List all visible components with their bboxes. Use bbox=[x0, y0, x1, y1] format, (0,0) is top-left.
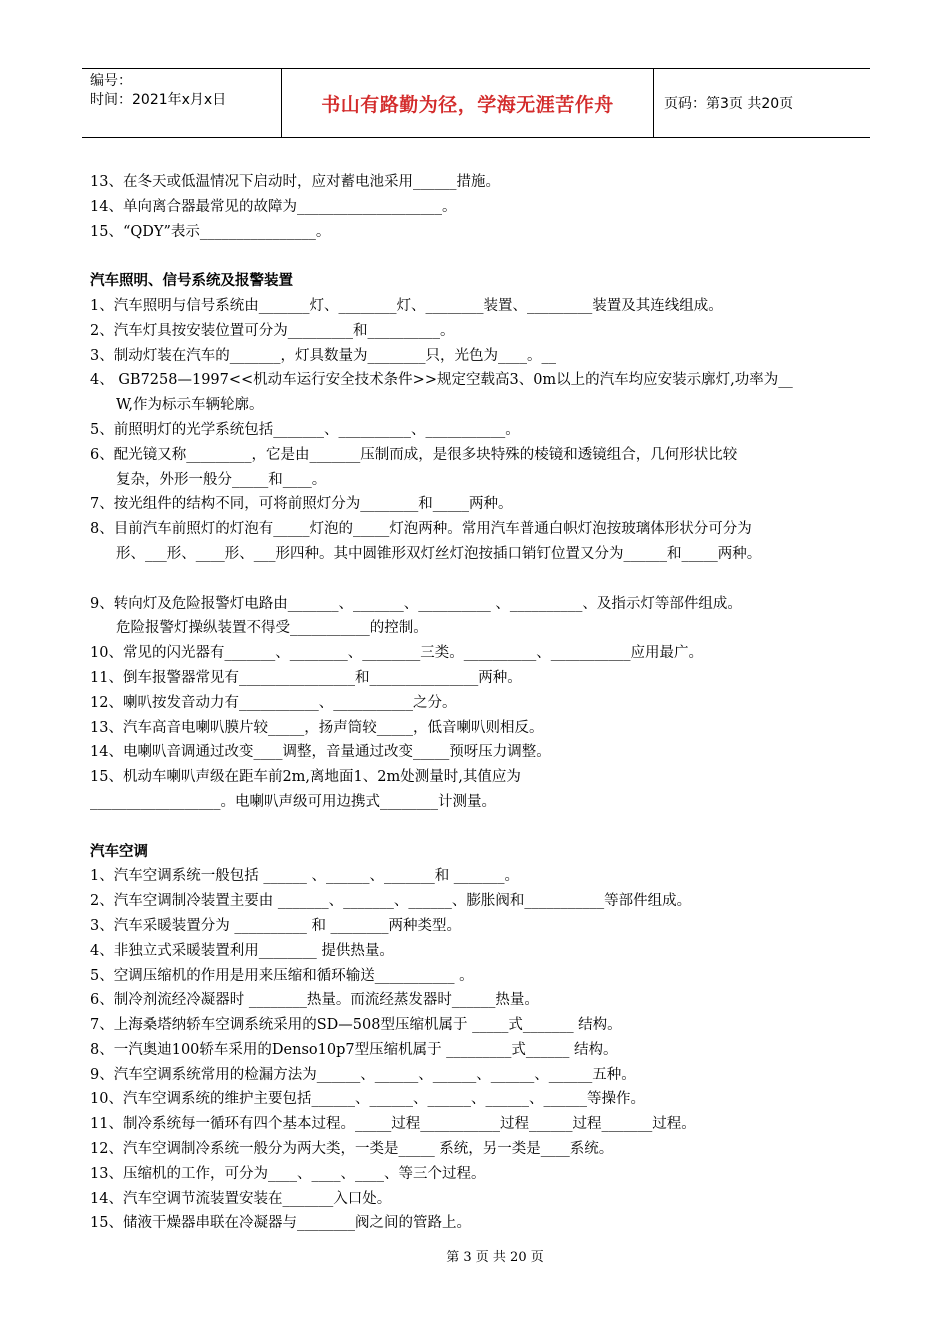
header-meta bbox=[82, 69, 282, 137]
question-line: W,作为标示车辆轮廓。 bbox=[116, 397, 264, 414]
header-page-info: 页码：第3页 共20页 bbox=[664, 96, 794, 112]
question-line: 7、上海桑塔纳轿车空调系统采用的SD—508型压缩机属于 _____式_______ 结构。 bbox=[90, 1017, 622, 1034]
question-line: 9、转向灯及危险报警灯电路由_______、_______、__________ 、__________、及指示灯等部件组成。 bbox=[90, 595, 742, 612]
question-line: 10、汽车空调系统的维护主要包括______、______、______、______、______等操作。 bbox=[90, 1091, 645, 1108]
question-line: 12、喇叭按发音动力有___________、___________之分。 bbox=[90, 694, 457, 711]
question-line: 形、___形、____形、___形四种。其中圆锥形双灯丝灯泡按插口销钉位置又分为______和_____两种。 bbox=[116, 545, 762, 562]
date-label: 时间：2021年x月x日 bbox=[90, 92, 227, 108]
question-line: 2、汽车空调制冷装置主要由 _______、_______、______、膨胀阀和___________等部件组成。 bbox=[90, 893, 692, 910]
question-line: 14、单向离合器最常见的故障为____________________。 bbox=[90, 198, 457, 215]
section-title-lighting: 汽车照明、信号系统及报警装置 bbox=[90, 273, 293, 290]
question-line: 10、常见的闪光器有_______、________、________三类。__________、___________应用最广。 bbox=[90, 645, 703, 662]
question-line: 14、汽车空调节流装置安装在_______入口处。 bbox=[90, 1190, 392, 1207]
header-motto: 书山有路勤为径，学海无涯苦作舟 bbox=[282, 69, 654, 137]
question-line: 15、储液干燥器串联在冷凝器与________阀之间的管路上。 bbox=[90, 1215, 471, 1232]
section-title-ac: 汽车空调 bbox=[90, 843, 148, 860]
question-line: __________________。电喇叭声级可用边携式________计测量。 bbox=[90, 793, 496, 810]
question-line: 15、机动车喇叭声级在距车前2m,离地面1、2m处测量时,其值应为 bbox=[90, 769, 521, 786]
question-line: 11、制冷系统每一循环有四个基本过程。_____过程___________过程______过程_______过程。 bbox=[90, 1116, 696, 1133]
question-line: 13、汽车高音电喇叭膜片较_____，扬声筒较_____，低音喇叭则相反。 bbox=[90, 719, 544, 736]
question-line: 5、前照明灯的光学系统包括_______、__________、___________。 bbox=[90, 421, 520, 438]
question-line: 4、 GB7258—1997<<机动车运行安全技术条件>>规定空载高3、0m以上的汽车均应安装示廓灯,功率为__ bbox=[90, 372, 793, 389]
question-line: 8、一汽奥迪100轿车采用的Denso10p7型压缩机属于 _________式______ 结构。 bbox=[90, 1041, 618, 1058]
page-footer: 第 3 页 共 20 页 bbox=[446, 1250, 544, 1265]
question-line: 13、压缩机的工作，可分为____、____、____、等三个过程。 bbox=[90, 1165, 486, 1182]
question-line: 9、汽车空调系统常用的检漏方法为______、______、______、______、______五种。 bbox=[90, 1066, 636, 1083]
question-line: 3、汽车采暖装置分为 __________ 和 ________两种类型。 bbox=[90, 917, 462, 934]
page-header bbox=[82, 68, 870, 138]
question-line: 2、汽车灯具按安装位置可分为_________和__________。 bbox=[90, 322, 455, 339]
question-line: 14、电喇叭音调通过改变____调整，音量通过改变_____预呀压力调整。 bbox=[90, 744, 551, 761]
number-label: 编号： bbox=[90, 73, 132, 89]
question-line: 复杂，外形一般分_____和____。 bbox=[116, 471, 327, 488]
question-line: 1、汽车空调系统一般包括 ______ 、______、_______和 _______。 bbox=[90, 868, 520, 885]
question-line: 6、制冷剂流经冷凝器时 ________热量。而流经蒸发器时______热量。 bbox=[90, 992, 539, 1009]
question-line: 3、制动灯装在汽车的_______，灯具数量为________只，光色为____。__ bbox=[90, 347, 556, 364]
question-line: 7、按光组件的结构不同，可将前照灯分为________和_____两种。 bbox=[90, 496, 513, 513]
question-line: 8、目前汽车前照灯的灯泡有_____灯泡的_____灯泡两种。常用汽车普通白帜灯泡按玻璃体形状分可分为 bbox=[90, 521, 752, 538]
question-line: 12、汽车空调制冷系统一般分为两大类，一类是_____ 系统，另一类是____系统。 bbox=[90, 1141, 614, 1158]
question-line: 5、空调压缩机的作用是用来压缩和循环输送___________ 。 bbox=[90, 967, 474, 984]
question-line: 4、非独立式采暖装置利用________ 提供热量。 bbox=[90, 942, 394, 959]
question-line: 13、在冬天或低温情况下启动时，应对蓄电池采用______措施。 bbox=[90, 174, 500, 190]
question-line: 15、“QDY”表示________________。 bbox=[90, 223, 331, 240]
question-line: 1、汽车照明与信号系统由_______灯、________灯、________装置、_________装置及其连线组成。 bbox=[90, 297, 723, 314]
question-line: 6、配光镜又称_________，它是由_______压制而成，是很多块特殊的棱镜和透镜组合，几何形状比较 bbox=[90, 446, 738, 463]
document-body bbox=[90, 170, 870, 1236]
question-line: 11、倒车报警器常见有________________和_______________两种。 bbox=[90, 669, 522, 686]
question-line: 危险报警灯操纵装置不得受___________的控制。 bbox=[116, 620, 428, 637]
